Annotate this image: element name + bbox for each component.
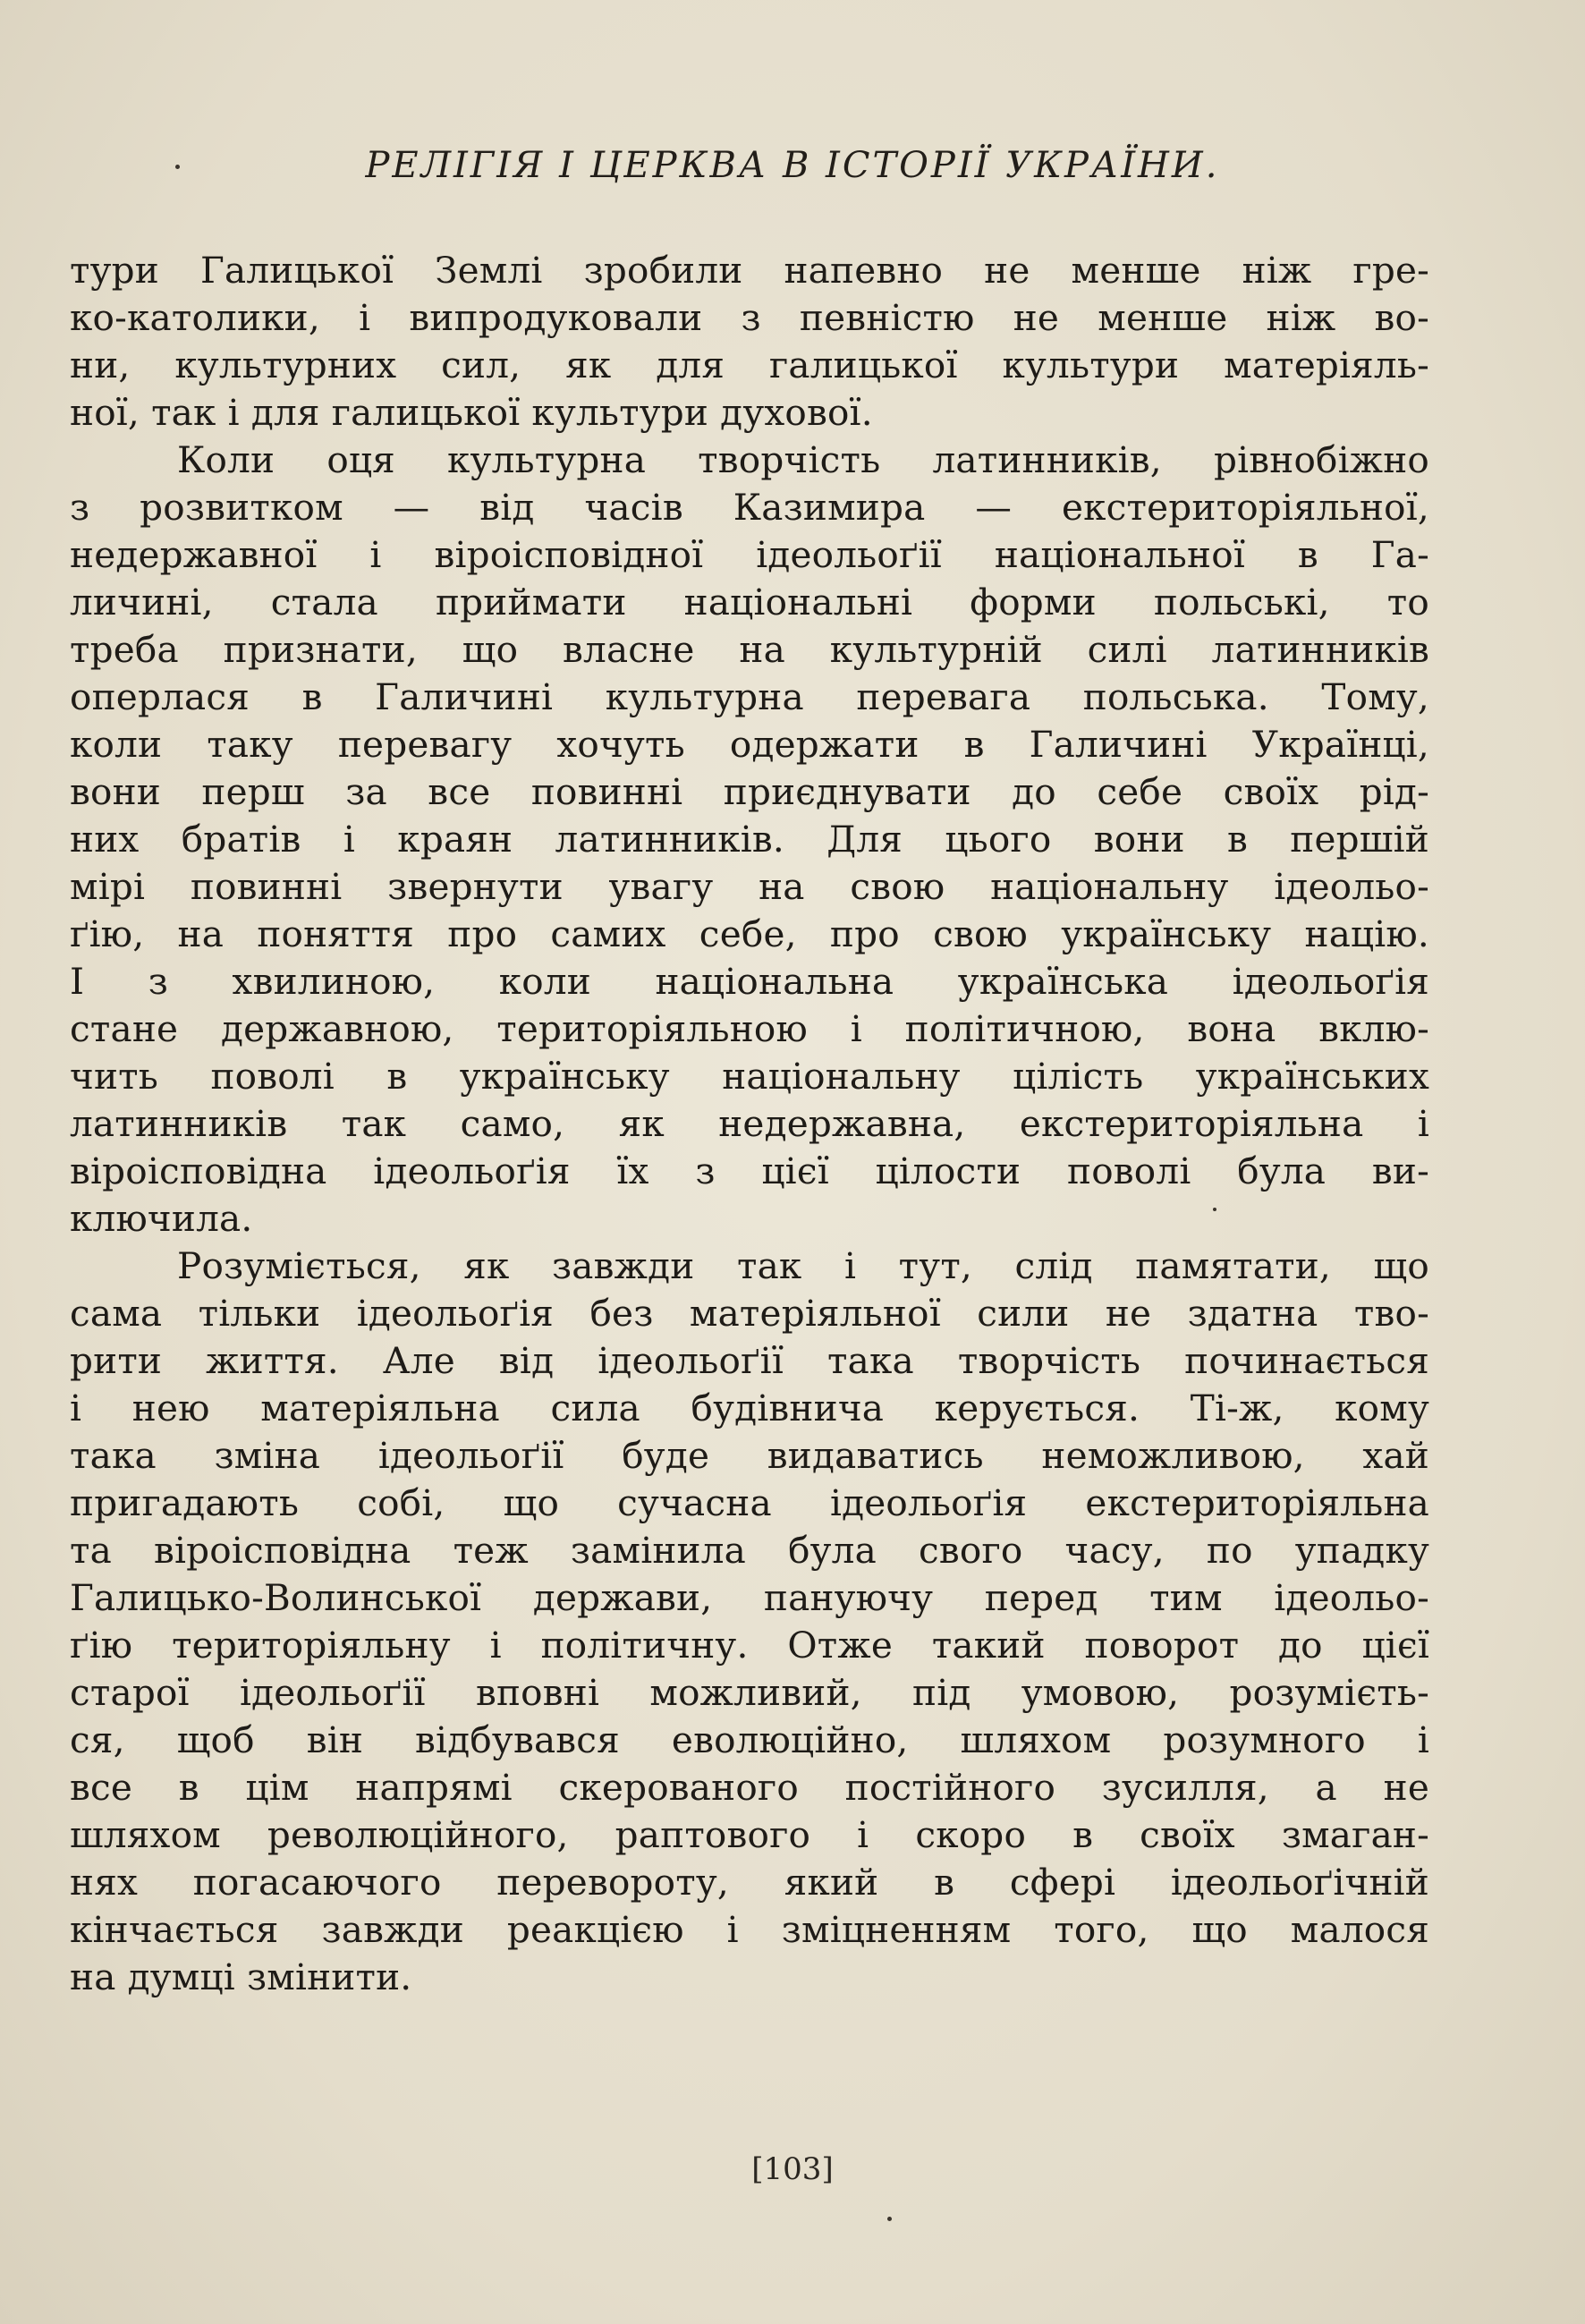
text-line: тури Галицької Землі зробили напевно не менше ніж гре- — [70, 249, 1429, 292]
text-line: ґію територіяльну і політичну. Отже такий поворот до цієї — [70, 1624, 1429, 1667]
text-line: латинників так само, як недержавна, екстериторіяльна і — [70, 1102, 1429, 1145]
paragraph-first-line: Коли оця культурна творчість латинників, рівнобіжно — [177, 438, 1429, 481]
paragraph-first-line: Розуміється, як завжди так і тут, слід памятати, що — [177, 1244, 1429, 1287]
text-line: пригадають собі, що сучасна ідеольоґія екстериторіяльна — [70, 1481, 1429, 1524]
text-line: нях погасаючого перевороту, який в сфері ідеольоґічній — [70, 1861, 1429, 1904]
body-text — [70, 247, 1429, 2001]
text-line: ґію, на поняття про самих себе, про свою українську націю. — [70, 912, 1429, 955]
text-line: ся, щоб він відбувався еволюційно, шляхом розумного і — [70, 1718, 1429, 1761]
text-line: ключила. — [70, 1197, 253, 1240]
text-line: старої ідеольоґії вповні можливий, під умовою, розумієть- — [70, 1671, 1429, 1714]
text-line: вони перш за все повинні приєднувати до себе своїх рід- — [70, 770, 1429, 813]
text-line: на думці змінити. — [70, 1955, 412, 1998]
text-line: та віроісповідна теж замінила була свого часу, по упадку — [70, 1529, 1429, 1572]
text-line: ко-католики, і випродуковали з певністю не менше ніж во- — [70, 296, 1429, 339]
text-line: І з хвилиною, коли національна українська ідеольоґія — [70, 960, 1429, 1003]
text-line: сама тільки ідеольоґія без матеріяльної сили не здатна тво- — [70, 1292, 1429, 1335]
text-line: така зміна ідеольоґії буде видаватись неможливою, хай — [70, 1434, 1429, 1477]
text-line: оперлася в Галичині культурна перевага польська. Тому, — [70, 675, 1429, 718]
text-line: з розвитком — від часів Казимира — екстериторіяльної, — [70, 486, 1429, 529]
running-head: РЕЛІГІЯ І ЦЕРКВА В ІСТОРІЇ УКРАЇНИ. — [365, 145, 1220, 186]
text-line: коли таку перевагу хочуть одержати в Галичині Українці, — [70, 723, 1429, 766]
text-line: шляхом революційного, раптового і скоро в своїх змаган- — [70, 1813, 1429, 1856]
text-line: недержавної і віроісповідної ідеольоґії національної в Га- — [70, 533, 1429, 576]
text-line: ної, так і для галицької культури духової. — [70, 391, 873, 434]
text-line: Галицько-Волинської держави, пануючу перед тим ідеольо- — [70, 1576, 1429, 1619]
text-line: рити життя. Але від ідеольоґії така творчість починається — [70, 1339, 1429, 1382]
text-line: чить поволі в українську національну цілість українських — [70, 1055, 1429, 1098]
text-line: стане державною, територіяльною і політичною, вона вклю- — [70, 1007, 1429, 1050]
text-line: кінчається завжди реакцією і зміцненням того, що малося — [70, 1908, 1429, 1951]
text-line: личині, стала приймати національні форми польські, то — [70, 581, 1429, 623]
text-line: треба признати, що власне на культурній силі латинників — [70, 628, 1429, 671]
text-line: і нею матеріяльна сила будівнича керується. Ті-ж, кому — [70, 1387, 1429, 1429]
text-line: все в цім напрямі скерованого постійного зусилля, а не — [70, 1766, 1429, 1809]
ink-speck — [887, 2217, 892, 2221]
page-number: [103] — [751, 2151, 834, 2187]
text-line: них братів і краян латинників. Для цього вони в першій — [70, 818, 1429, 861]
text-line: ни, культурних сил, як для галицької культури матеріяль- — [70, 344, 1429, 386]
text-line: віроісповідна ідеольоґія їх з цієї цілости поволі була ви- — [70, 1149, 1429, 1192]
text-line: мірі повинні звернути увагу на свою національну ідеольо- — [70, 865, 1429, 908]
